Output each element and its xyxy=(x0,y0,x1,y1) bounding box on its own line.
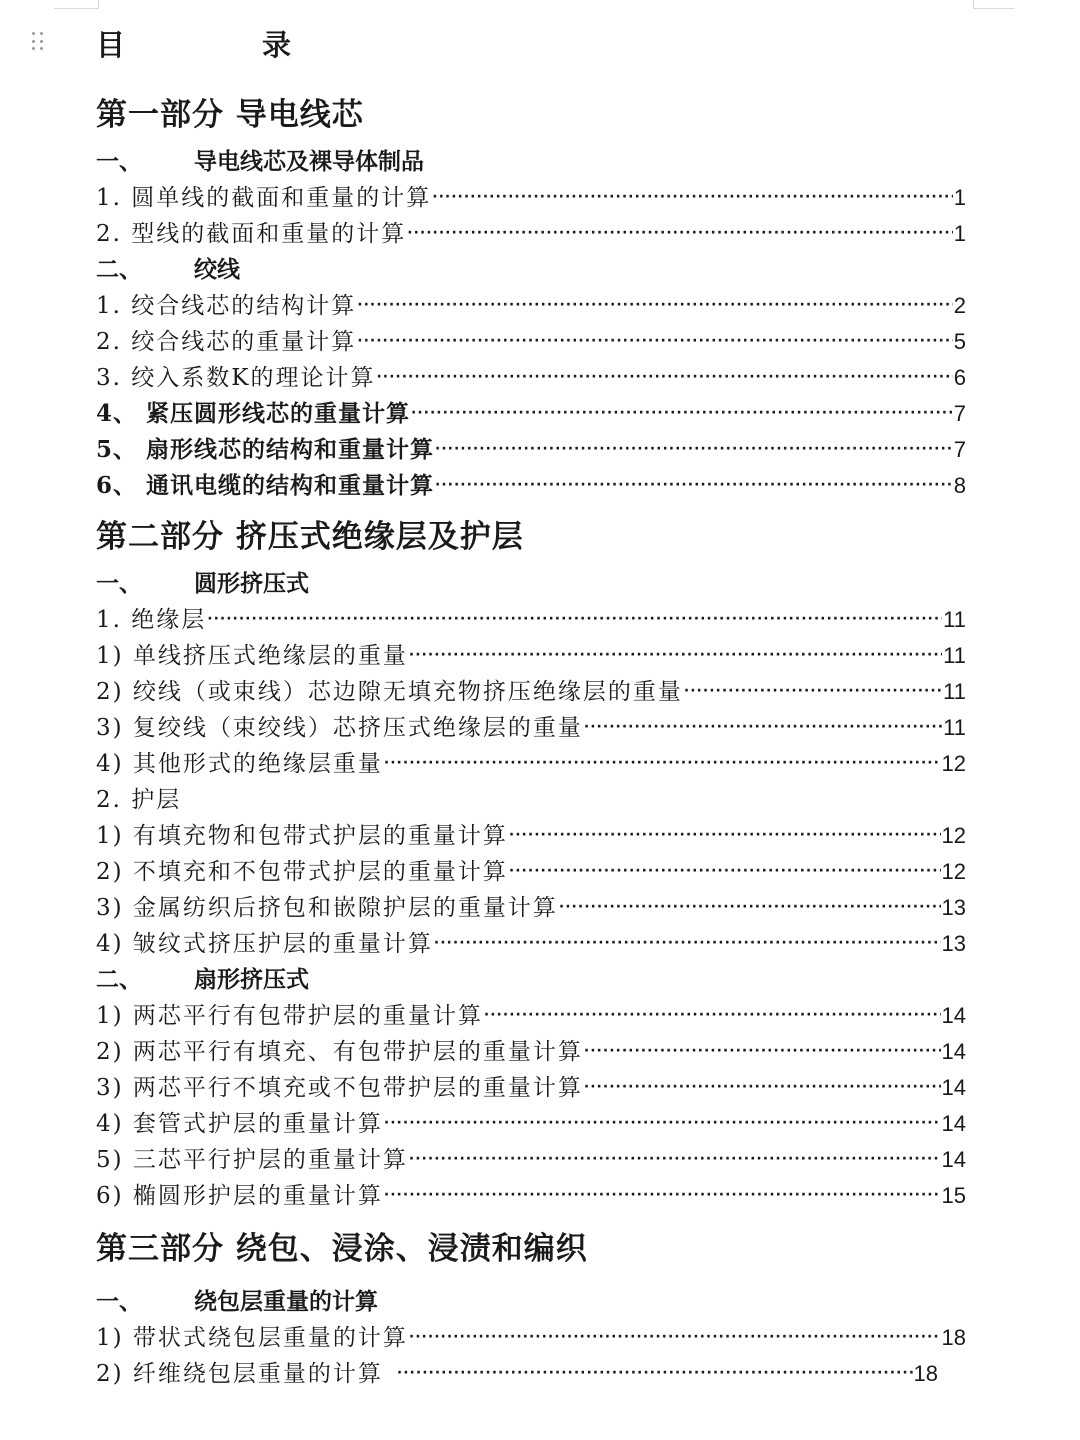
toc-entry[interactable] xyxy=(96,1106,966,1142)
page-corner-mark-right xyxy=(973,0,1014,9)
dot-leader xyxy=(409,637,942,673)
section-title: 扇形挤压式 xyxy=(194,966,309,993)
toc-entry[interactable] xyxy=(96,1320,966,1356)
toc-entry-label: 2) 两芯平行有填充、有包带护层的重量计算 xyxy=(96,1039,583,1065)
toc-entry-label: 6、 通讯电缆的结构和重量计算 xyxy=(96,472,435,499)
toc-entry[interactable] xyxy=(96,710,966,746)
toc-entry-page: 11 xyxy=(943,715,966,740)
toc-title-left: 目 xyxy=(96,28,126,62)
part-heading: 第三部分 绕包、浸涂、浸渍和编织 xyxy=(96,1231,588,1267)
toc-entry[interactable] xyxy=(96,638,966,674)
dot-leader xyxy=(384,1105,941,1141)
toc-entry-label: 1) 带状式绕包层重量的计算 xyxy=(96,1325,408,1351)
toc-entry[interactable] xyxy=(96,468,966,504)
toc-entry-page: 18 xyxy=(913,1361,938,1386)
section-heading xyxy=(96,962,966,998)
toc-entry[interactable] xyxy=(96,396,966,432)
section-number: 一、 xyxy=(96,1288,142,1315)
toc-entry-page: 6 xyxy=(953,365,966,390)
toc-entry[interactable] xyxy=(96,890,966,926)
dot-leader xyxy=(584,709,942,745)
dot-leader xyxy=(432,179,952,215)
toc-entry[interactable] xyxy=(96,602,966,638)
dot-leader xyxy=(384,1177,941,1213)
toc-entry-label: 2) 纤维绕包层重量的计算 xyxy=(96,1361,383,1387)
dot-leader xyxy=(434,925,941,961)
section-title: 圆形挤压式 xyxy=(194,570,309,597)
toc-entry-label: 3) 复绞线（束绞线）芯挤压式绝缘层的重量 xyxy=(96,715,583,741)
toc-entry-page: 18 xyxy=(941,1325,966,1350)
dot-leader xyxy=(357,287,952,323)
toc-entry-label: 3) 金属纺织后挤包和嵌隙护层的重量计算 xyxy=(96,895,558,921)
toc-entry-page: 14 xyxy=(941,1075,966,1100)
toc-entry[interactable] xyxy=(96,180,966,216)
toc-entry[interactable] xyxy=(96,854,966,890)
toc-entry-page: 7 xyxy=(953,401,966,426)
section-heading xyxy=(96,144,966,180)
toc-entry[interactable] xyxy=(96,1178,966,1214)
dot-leader xyxy=(409,1319,941,1355)
toc-title-right: 录 xyxy=(262,28,292,62)
toc-entry-label: 3. 绞入系数K的理论计算 xyxy=(96,365,376,391)
toc-entry-page: 7 xyxy=(953,437,966,462)
toc-entry-label: 1. 绞合线芯的结构计算 xyxy=(96,293,357,319)
dot-leader xyxy=(484,997,941,1033)
section-heading xyxy=(96,566,966,602)
toc-entry[interactable] xyxy=(96,746,966,782)
dot-leader xyxy=(357,323,952,359)
toc-entry-label: 4、 紧压圆形线芯的重量计算 xyxy=(96,400,411,427)
part-heading: 第一部分 导电线芯 xyxy=(96,97,364,133)
dot-leader xyxy=(584,1069,941,1105)
toc-entry-label: 2. 绞合线芯的重量计算 xyxy=(96,329,357,355)
toc-entry-page: 14 xyxy=(941,1003,966,1028)
toc-entry-page: 12 xyxy=(941,823,966,848)
toc-entry-label: 4) 皱纹式挤压护层的重量计算 xyxy=(96,931,433,957)
dot-leader xyxy=(509,853,941,889)
toc-entry-page: 5 xyxy=(953,329,966,354)
toc-entry-page: 12 xyxy=(941,751,966,776)
toc-entry-label: 6) 椭圆形护层的重量计算 xyxy=(96,1183,383,1209)
toc-entry-label: 4) 套管式护层的重量计算 xyxy=(96,1111,383,1137)
toc-entry[interactable] xyxy=(96,1356,966,1392)
toc-entry[interactable] xyxy=(96,674,966,710)
drag-handle-icon[interactable] xyxy=(32,32,44,52)
dot-leader xyxy=(435,467,953,503)
toc-entry-label: 2) 不填充和不包带式护层的重量计算 xyxy=(96,859,508,885)
toc-entry-label: 1) 两芯平行有包带护层的重量计算 xyxy=(96,1003,483,1029)
section-number: 二、 xyxy=(96,966,142,993)
toc-entry[interactable] xyxy=(96,926,966,962)
dot-leader xyxy=(509,817,941,853)
toc-entry-page: 13 xyxy=(941,931,966,956)
section-number: 一、 xyxy=(96,148,142,175)
toc-entry-page: 14 xyxy=(941,1111,966,1136)
toc-entry-page: 1 xyxy=(953,221,966,246)
dot-leader xyxy=(397,1355,913,1391)
page-corner-mark-left xyxy=(54,0,99,9)
toc-entry-label: 2) 绞线（或束线）芯边隙无填充物挤压绝缘层的重量 xyxy=(96,679,683,705)
toc-entry[interactable] xyxy=(96,360,966,396)
toc-entry-page: 11 xyxy=(943,643,966,668)
toc-entry-label: 5) 三芯平行护层的重量计算 xyxy=(96,1147,408,1173)
dot-leader xyxy=(407,215,952,251)
section-title: 绕包层重量的计算 xyxy=(194,1288,378,1315)
section-heading xyxy=(96,252,966,288)
section-heading xyxy=(96,1284,966,1320)
toc-entry-label: 1) 有填充物和包带式护层的重量计算 xyxy=(96,823,508,849)
toc-entry-label: 2. 型线的截面和重量的计算 xyxy=(96,221,407,247)
toc-entry[interactable] xyxy=(96,1142,966,1178)
toc-entry[interactable] xyxy=(96,432,966,468)
toc-entry-page: 15 xyxy=(941,1183,966,1208)
dot-leader xyxy=(435,431,953,467)
dot-leader xyxy=(684,673,942,709)
toc-entry-page: 8 xyxy=(953,473,966,498)
toc-subheading[interactable]: 2. 护层 xyxy=(96,787,182,813)
toc-entry-label: 1. 绝缘层 xyxy=(96,607,207,633)
section-number: 一、 xyxy=(96,570,142,597)
dot-leader xyxy=(207,601,942,637)
toc-entry-page: 2 xyxy=(953,293,966,318)
section-title: 导电线芯及裸导体制品 xyxy=(194,148,424,175)
toc-entry[interactable] xyxy=(96,324,966,360)
section-title: 绞线 xyxy=(194,256,240,283)
dot-leader xyxy=(384,745,941,781)
toc-entry[interactable] xyxy=(96,998,966,1034)
toc-entry[interactable] xyxy=(96,216,966,252)
toc-title xyxy=(96,22,966,68)
dot-leader xyxy=(376,359,952,395)
toc-entry[interactable] xyxy=(96,1034,966,1070)
toc-entry[interactable] xyxy=(96,818,966,854)
toc-entry-label: 1. 圆单线的截面和重量的计算 xyxy=(96,185,432,211)
dot-leader xyxy=(584,1033,941,1069)
part-heading: 第二部分 挤压式绝缘层及护层 xyxy=(96,519,524,555)
toc-entry-label: 4) 其他形式的绝缘层重量 xyxy=(96,751,383,777)
toc-entry-page: 11 xyxy=(943,679,966,704)
toc-entry[interactable] xyxy=(96,288,966,324)
toc-document xyxy=(96,22,966,1392)
toc-entry-page: 13 xyxy=(941,895,966,920)
toc-entry-page: 12 xyxy=(941,859,966,884)
dot-leader xyxy=(409,1141,941,1177)
toc-entry-page: 14 xyxy=(941,1147,966,1172)
section-number: 二、 xyxy=(96,256,142,283)
toc-entry-page: 1 xyxy=(953,185,966,210)
dot-leader xyxy=(411,395,953,431)
toc-entry-page: 14 xyxy=(941,1039,966,1064)
toc-entry-page: 11 xyxy=(943,607,966,632)
toc-entry-label: 3) 两芯平行不填充或不包带护层的重量计算 xyxy=(96,1075,583,1101)
dot-leader xyxy=(559,889,941,925)
toc-entry[interactable] xyxy=(96,1070,966,1106)
toc-entry-label: 5、 扇形线芯的结构和重量计算 xyxy=(96,436,435,463)
toc-entry-label: 1) 单线挤压式绝缘层的重量 xyxy=(96,643,408,669)
